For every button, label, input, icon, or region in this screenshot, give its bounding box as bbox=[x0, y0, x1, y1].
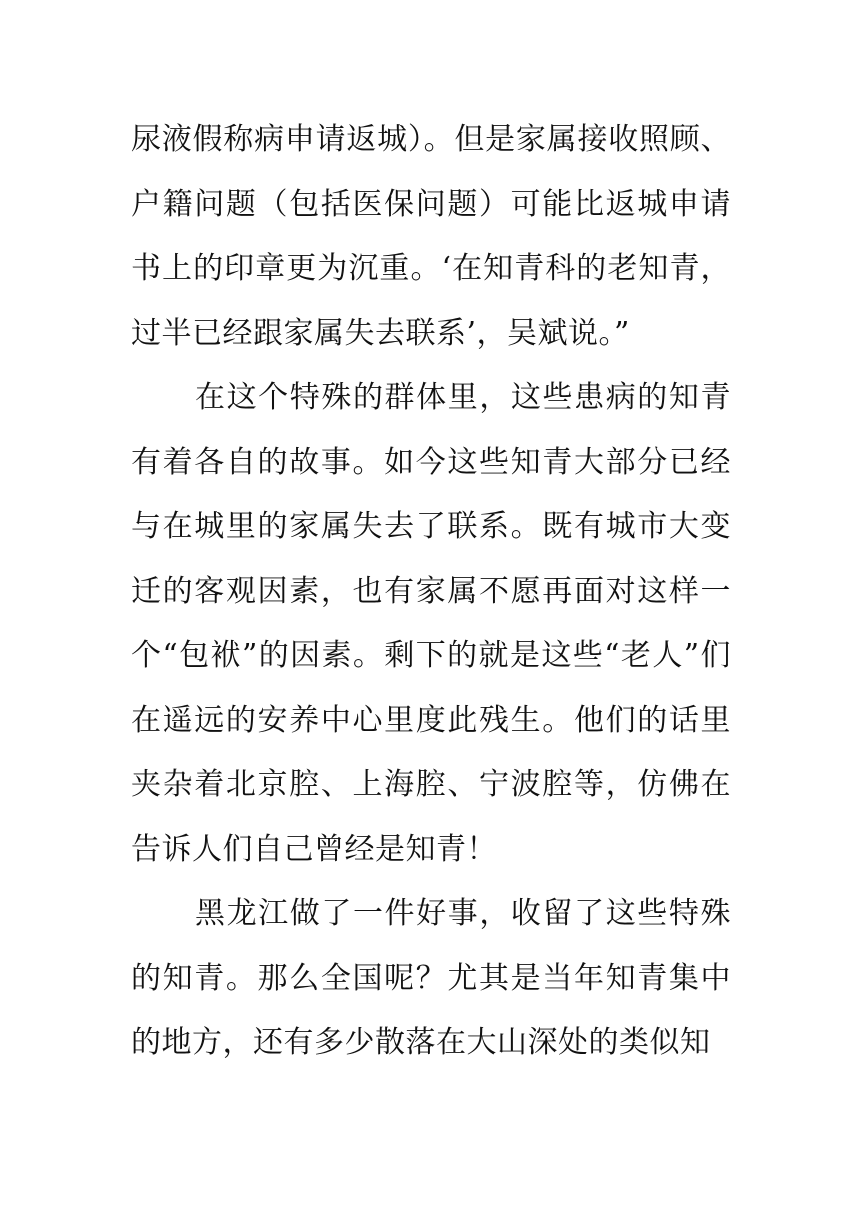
body-text bbox=[131, 108, 731, 1076]
paragraph-3: 黑龙江做了一件好事，收留了这些特殊的知青。那么全国呢？尤其是当年知青集中的地方，还有多少散落在大山深处的类似知 bbox=[131, 896, 731, 1060]
paragraph-1: 尿液假称病申请返城）。但是家属接收照顾、户籍问题（包括医保问题）可能比返城申请书上的印章更为沉重。‘在知青科的老知青，过半已经跟家属失去联系’，吴斌说。” bbox=[131, 122, 731, 351]
paragraph-2: 在这个特殊的群体里，这些患病的知青有着各自的故事。如今这些知青大部分已经与在城里的家属失去了联系。既有城市大变迁的客观因素，也有家属不愿再面对这样一个“包袱”的因素。剩下的就是这些“老人”们在遥远的安养中心里度此残生。他们的话里夹杂着北京腔、上海腔、宁波腔等，仿佛在告诉人们自己曾经是知青！ bbox=[131, 380, 731, 867]
